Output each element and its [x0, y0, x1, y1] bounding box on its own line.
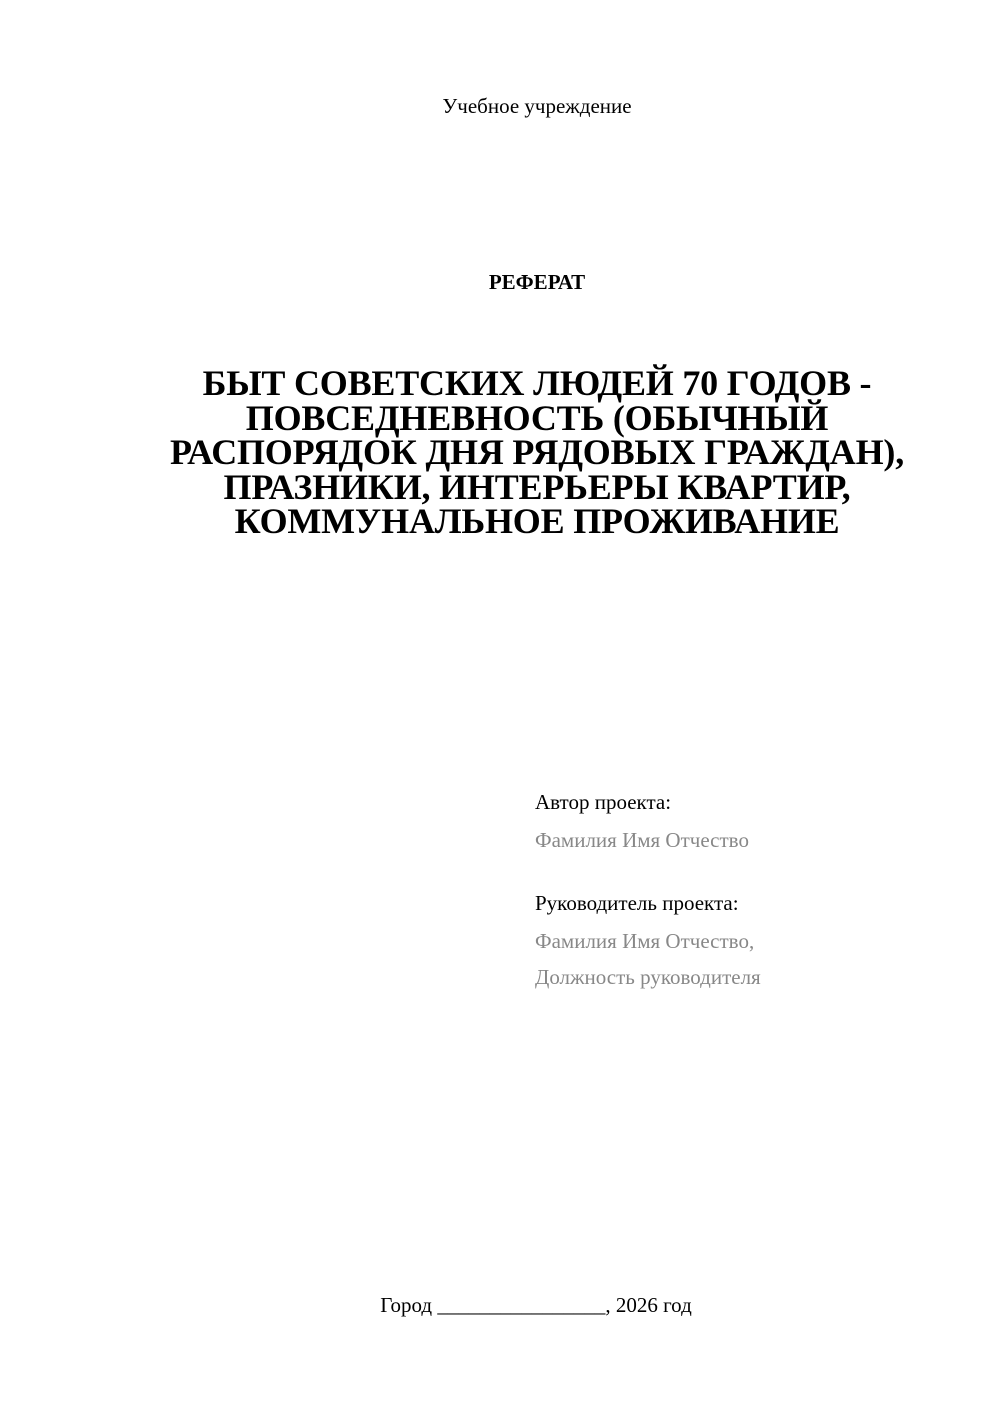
document-title: БЫТ СОВЕТСКИХ ЛЮДЕЙ 70 ГОДОВ - ПОВСЕДНЕВНОСТЬ (ОБЫЧНЫЙ РАСПОРЯДОК ДНЯ РЯДОВЫХ ГРАЖДАН), ПРАЗНИКИ, ИНТЕРЬЕРЫ КВАРТИР, КОММУНАЛЬНОЕ ПРОЖИВАНИЕ [170, 363, 904, 541]
supervisor-name: Фамилия Имя Отчество, [535, 929, 755, 953]
document-type: РЕФЕРАТ [488, 270, 586, 294]
institution-name: Учебное учреждение [442, 94, 632, 118]
spacer [535, 854, 975, 889]
author-name: Фамилия Имя Отчество [535, 828, 749, 852]
city-year-line: Город ________________, 2026 год [380, 1293, 692, 1317]
supervisor-position: Должность руководителя [535, 965, 761, 989]
supervisor-label: Руководитель проекта: [535, 891, 739, 915]
author-label: Автор проекта: [535, 790, 672, 814]
project-people-block [535, 788, 975, 991]
